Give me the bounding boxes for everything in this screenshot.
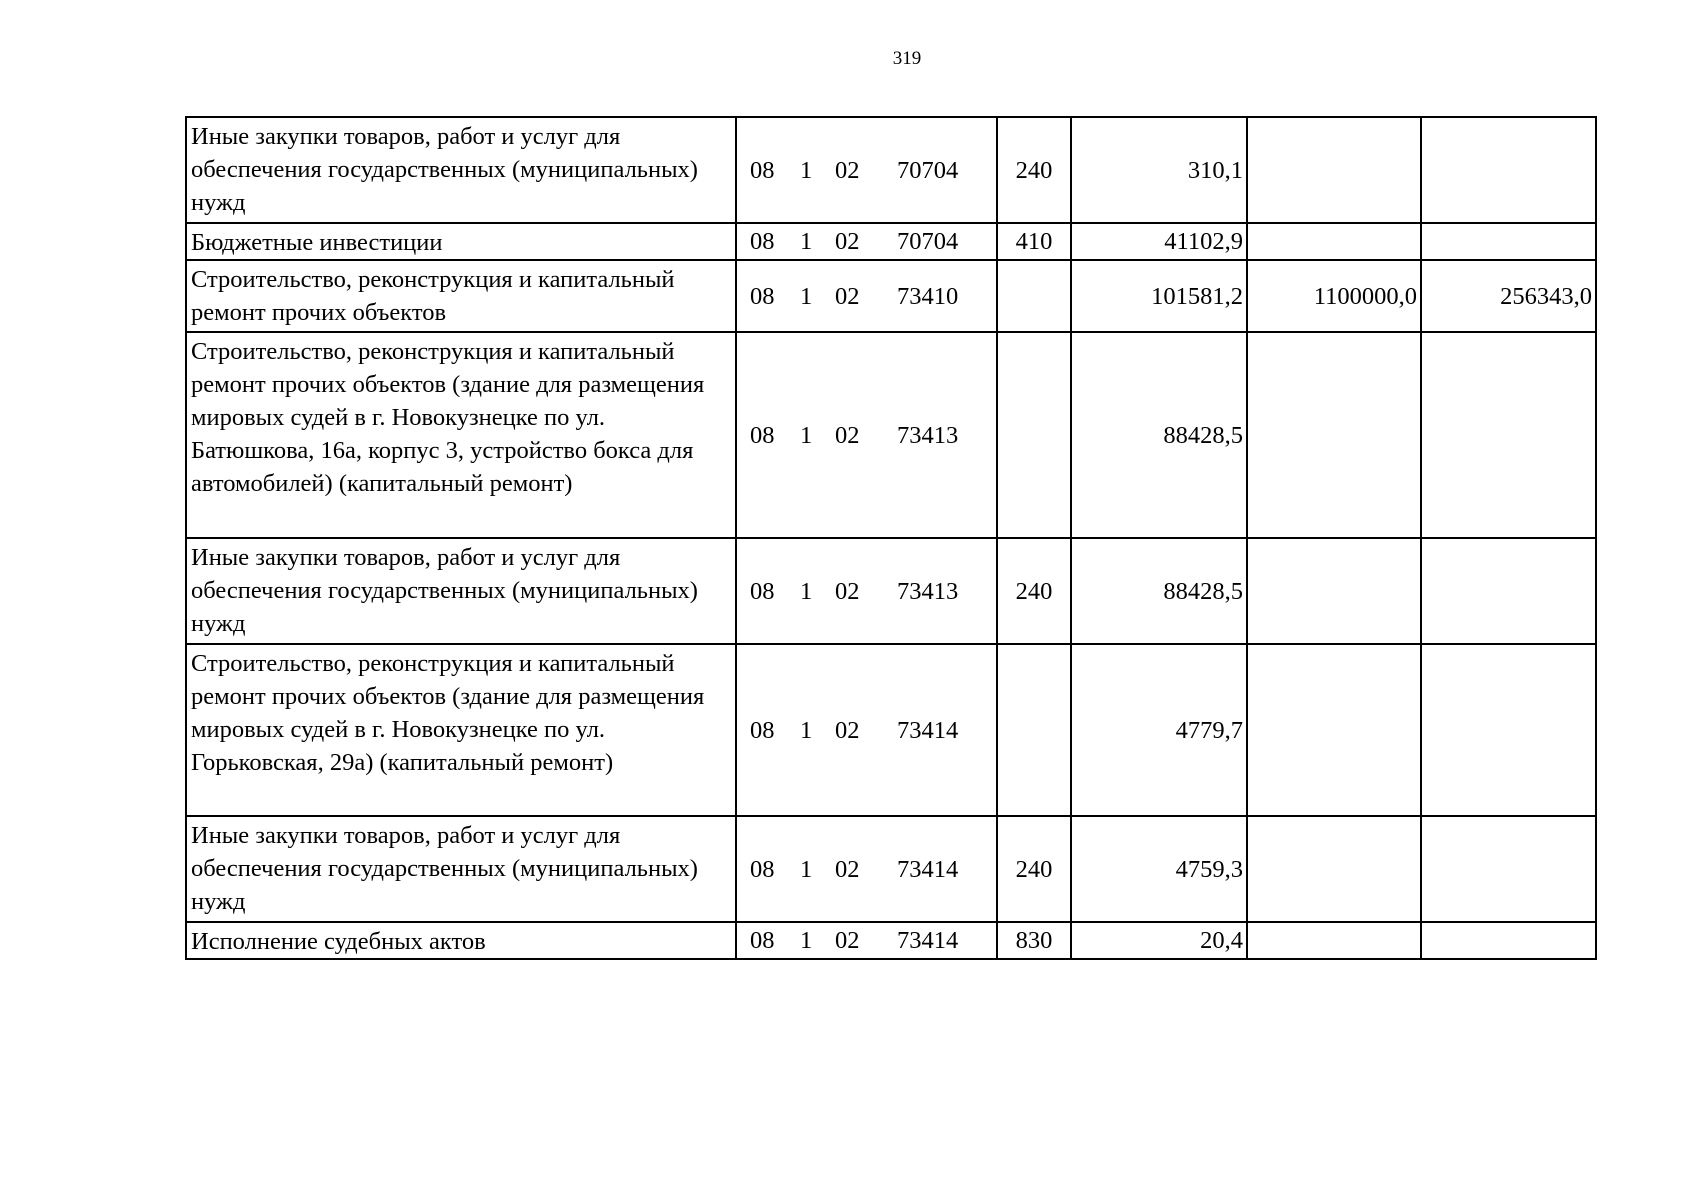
code-ps: 02	[835, 228, 860, 255]
amount-year2	[1247, 332, 1421, 538]
code-ps: 02	[835, 156, 860, 184]
amount-year1: 4759,3	[1071, 816, 1247, 922]
code-vr: 410	[997, 223, 1071, 260]
code-cs: 73413	[897, 421, 959, 449]
page-number: 319	[892, 48, 922, 69]
table-row	[186, 332, 1596, 538]
code-pr: 1	[800, 421, 813, 449]
code-rz: 08	[750, 577, 775, 605]
code-ps: 02	[835, 855, 860, 883]
amount-year3	[1421, 117, 1596, 223]
amount-year1: 4779,7	[1071, 644, 1247, 816]
table-row	[186, 538, 1596, 644]
amount-year2: 1100000,0	[1247, 260, 1421, 332]
amount-year1: 310,1	[1071, 117, 1247, 223]
row-name: Строительство, реконструкция и капитальный ремонт прочих объектов	[186, 260, 736, 332]
code-ps: 02	[835, 421, 860, 449]
amount-year2	[1247, 538, 1421, 644]
row-codes	[736, 538, 997, 644]
row-name: Строительство, реконструкция и капитальный ремонт прочих объектов (здание для размещения мировых судей в г. Новокузнецке по ул. Батюшкова, 16а, корпус 3, устройство бокса для автомобилей) (капитальный ремонт)	[186, 332, 736, 538]
table-row	[186, 816, 1596, 922]
code-rz: 08	[750, 716, 775, 744]
amount-year3	[1421, 223, 1596, 260]
code-rz: 08	[750, 927, 775, 954]
code-pr: 1	[800, 156, 813, 184]
table-row	[186, 922, 1596, 959]
code-vr: 240	[997, 117, 1071, 223]
code-ps: 02	[835, 716, 860, 744]
table-row	[186, 223, 1596, 260]
row-codes	[736, 117, 997, 223]
code-pr: 1	[800, 577, 813, 605]
amount-year2	[1247, 223, 1421, 260]
code-rz: 08	[750, 228, 775, 255]
amount-year2	[1247, 922, 1421, 959]
code-cs: 70704	[897, 228, 959, 255]
row-codes	[736, 644, 997, 816]
amount-year2	[1247, 644, 1421, 816]
code-pr: 1	[800, 716, 813, 744]
amount-year2	[1247, 117, 1421, 223]
amount-year3	[1421, 332, 1596, 538]
code-cs: 73413	[897, 577, 959, 605]
code-cs: 73414	[897, 927, 959, 954]
code-ps: 02	[835, 577, 860, 605]
code-cs: 73414	[897, 716, 959, 744]
code-rz: 08	[750, 855, 775, 883]
amount-year1: 20,4	[1071, 922, 1247, 959]
code-vr: 830	[997, 922, 1071, 959]
row-codes	[736, 922, 997, 959]
code-rz: 08	[750, 421, 775, 449]
code-cs: 73410	[897, 282, 959, 310]
amount-year2	[1247, 816, 1421, 922]
code-vr	[997, 332, 1071, 538]
row-codes	[736, 816, 997, 922]
code-vr	[997, 260, 1071, 332]
code-vr: 240	[997, 538, 1071, 644]
amount-year3	[1421, 644, 1596, 816]
amount-year1: 101581,2	[1071, 260, 1247, 332]
code-cs: 73414	[897, 855, 959, 883]
row-codes	[736, 332, 997, 538]
code-pr: 1	[800, 927, 813, 954]
amount-year1: 41102,9	[1071, 223, 1247, 260]
code-ps: 02	[835, 927, 860, 954]
amount-year3	[1421, 538, 1596, 644]
row-name: Исполнение судебных актов	[186, 922, 736, 959]
row-codes	[736, 260, 997, 332]
code-vr: 240	[997, 816, 1071, 922]
table-row	[186, 260, 1596, 332]
code-rz: 08	[750, 156, 775, 184]
code-pr: 1	[800, 228, 813, 255]
row-codes	[736, 223, 997, 260]
code-pr: 1	[800, 282, 813, 310]
amount-year1: 88428,5	[1071, 332, 1247, 538]
code-cs: 70704	[897, 156, 959, 184]
amount-year1: 88428,5	[1071, 538, 1247, 644]
table-row	[186, 644, 1596, 816]
row-name: Строительство, реконструкция и капитальный ремонт прочих объектов (здание для размещения мировых судей в г. Новокузнецке по ул. Горьковская, 29а) (капитальный ремонт)	[186, 644, 736, 816]
budget-table	[185, 116, 1597, 960]
table-row	[186, 117, 1596, 223]
row-name: Бюджетные инвестиции	[186, 223, 736, 260]
code-vr	[997, 644, 1071, 816]
amount-year3: 256343,0	[1421, 260, 1596, 332]
amount-year3	[1421, 922, 1596, 959]
row-name: Иные закупки товаров, работ и услуг для обеспечения государственных (муниципальных) нужд	[186, 117, 736, 223]
code-rz: 08	[750, 282, 775, 310]
code-ps: 02	[835, 282, 860, 310]
code-pr: 1	[800, 855, 813, 883]
row-name: Иные закупки товаров, работ и услуг для обеспечения государственных (муниципальных) нужд	[186, 816, 736, 922]
amount-year3	[1421, 816, 1596, 922]
row-name: Иные закупки товаров, работ и услуг для обеспечения государственных (муниципальных) нужд	[186, 538, 736, 644]
